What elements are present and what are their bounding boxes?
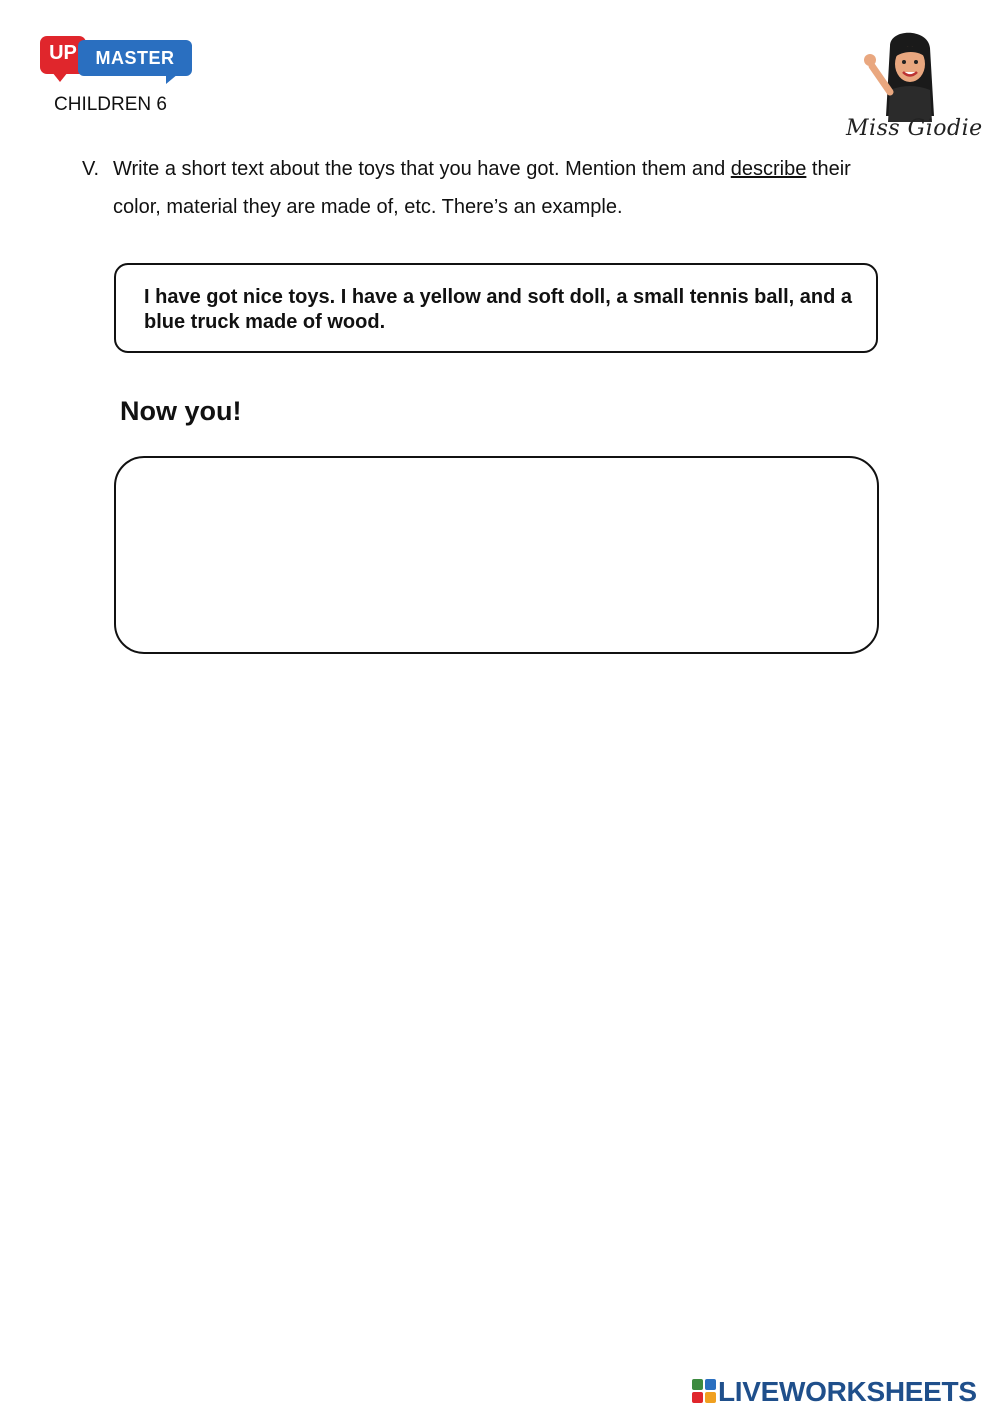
liveworksheets-wordmark: LIVEWORKSHEETS xyxy=(718,1376,977,1407)
level-label: CHILDREN 6 xyxy=(54,94,167,115)
example-box xyxy=(114,263,878,353)
teacher-avatar-icon xyxy=(850,26,960,122)
example-text: I have got nice toys. I have a yellow and soft doll, a small tennis ball, and a blue truck made of wood. xyxy=(144,286,852,333)
instruction-text-1: Write a short text about the toys that you have got. Mention them and xyxy=(113,158,731,180)
answer-box xyxy=(114,456,879,654)
exercise-number: V. xyxy=(82,158,100,180)
liveworksheets-logo-icon xyxy=(692,1379,716,1403)
instruction-underlined-word: describe xyxy=(730,158,807,180)
logo-up-badge: UP xyxy=(40,36,86,74)
logo-up-tail xyxy=(52,72,68,82)
exercise-instruction xyxy=(82,150,882,226)
upmaster-logo xyxy=(38,36,198,88)
logo-master-tail xyxy=(166,74,178,84)
logo-master-badge: MASTER xyxy=(78,40,192,76)
now-you-heading: Now you! xyxy=(120,396,242,426)
instruction-text-2: their color, material they are made of, etc. There’s an example. xyxy=(113,158,851,218)
signature: Miss Giodie xyxy=(846,116,983,141)
answer-textarea[interactable] xyxy=(116,458,877,652)
